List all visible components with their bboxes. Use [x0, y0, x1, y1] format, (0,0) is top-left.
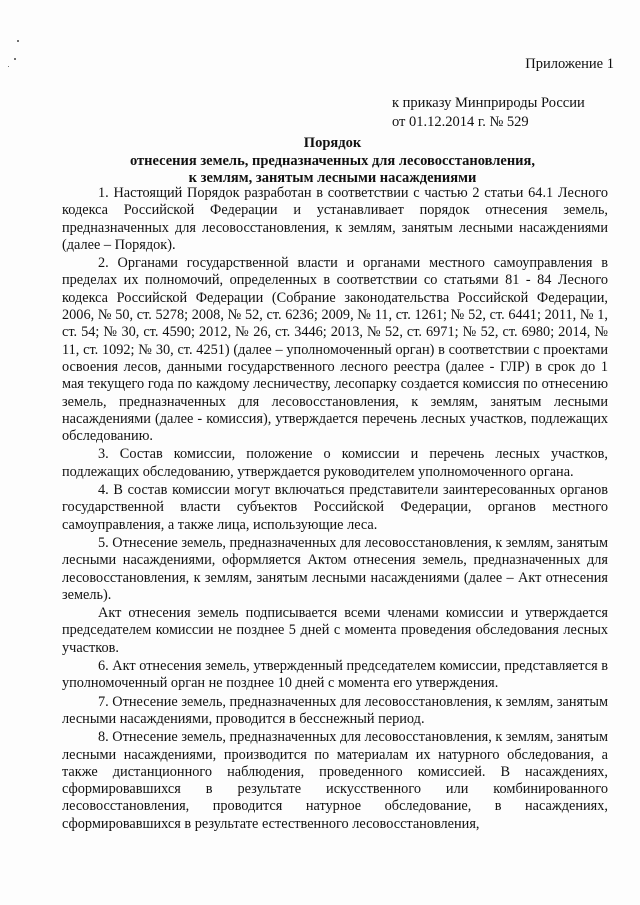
paragraph-8: 8. Отнесение земель, предназначенных для лесовосстановления, к землям, занятым лесными насаждениями, производится по материалам их натурного обследования, а также дистанционного наблюдения, проведенного комиссией. В насаждениях, сформировавшихся в результате искусственного или комбинированного лесовосстановления, проводится натурное обследование, в насаждениях, сформировавшихся в результате естественного лесовосстановления, — [62, 729, 608, 832]
paragraph-5-cont: Акт отнесения земель подписывается всеми членами комиссии и утверждается председателем комиссии не позднее 5 дней с момента проведения обследования лесных участков. — [62, 605, 608, 656]
appendix-number: Приложение 1 — [525, 56, 614, 72]
appendix-header — [392, 55, 622, 132]
paragraph-1: 1. Настоящий Порядок разработан в соответствии с частью 2 статьи 64.1 Лесного кодекса Российской Федерации и устанавливает порядок отнесения земель, предназначенных для лесовосстановления, к землям, занятым лесными насаждениями (далее – Порядок). — [62, 185, 608, 253]
paragraph-2: 2. Органами государственной власти и органами местного самоуправления в пределах их полномочий, определенных в соответствии со статьями 81 - 84 Лесного кодекса Российской Федерации (Собрание законодательства Российской Федерации, 2006, № 50, ст. 5278; 2008, № 52, ст. 6236; 2009, № 11, ст. 1261; № 52, ст. 6441; 2011, № 1, ст. 54; № 30, ст. 4590; 2012, № 26, ст. 3446; 2013, № 52, ст. 6971; № 52, ст. 6980; 2014, № 11, ст. 1092; № 30, ст. 4251) (далее – уполномоченный орган) в соответствии с проектами освоения лесов, данными государственного лесного реестра (далее - ГЛР) в срок до 1 мая текущего года по каждому лесничеству, лесопарку создается комиссия по отнесению земель, предназначенных для лесовосстановления, к землям, занятым лесными насаждениями (далее - комиссия), утверждается перечень лесных участков, подлежащих обследованию. — [62, 255, 608, 445]
paragraph-4: 4. В состав комиссии могут включаться представители заинтересованных органов государственной власти субъектов Российской Федерации, органов местного самоуправления, а также лица, использующие леса. — [62, 482, 608, 533]
document-body — [62, 185, 608, 834]
scan-speck — [17, 40, 19, 42]
paragraph-3: 3. Состав комиссии, положение о комиссии и перечень лесных участков, подлежащих обследованию, утверждается руководителем уполномоченного органа. — [62, 446, 608, 480]
title-line-1: Порядок — [303, 135, 362, 151]
paragraph-6: 6. Акт отнесения земель, утвержденный председателем комиссии, представляется в уполномоченный орган не позднее 10 дней с момента его утверждения. — [62, 658, 608, 692]
paragraph-7: 7. Отнесение земель, предназначенных для лесовосстановления, к землям, занятым лесными насаждениями, проводится в бесснежный период. — [62, 693, 608, 727]
title-line-2: отнесения земель, предназначенных для лесовосстановления, — [129, 152, 536, 169]
order-date: от 01.12.2014 г. № 529 — [392, 114, 529, 130]
paragraph-5: 5. Отнесение земель, предназначенных для лесовосстановления, к землям, занятым лесными насаждениями, оформляется Актом отнесения земель, предназначенных для лесовосстановления, к землям, занятым лесными насаждениями (далее – Акт отнесения земель). — [62, 534, 608, 603]
order-reference: к приказу Минприроды России — [392, 95, 585, 111]
title-line-3: к землям, занятым лесными насаждениями — [188, 170, 477, 186]
document-title — [60, 135, 605, 188]
scan-speck — [8, 66, 9, 67]
scan-speck — [14, 58, 16, 60]
